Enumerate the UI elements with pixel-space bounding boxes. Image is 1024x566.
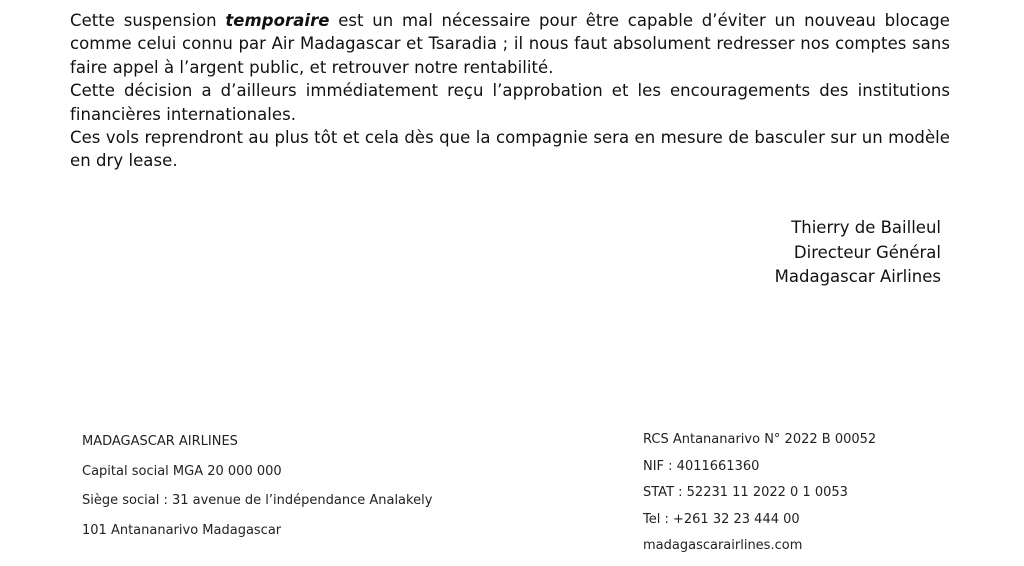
signatory-title: Directeur Général [793,242,941,262]
footer-website: madagascarairlines.com [643,538,803,554]
footer-city: 101 Antananarivo Madagascar [82,522,282,538]
footer-registration-info [643,430,876,563]
footer-company-info [82,432,432,550]
emphasis-temporaire: temporaire [225,11,330,30]
footer-head-office: Siège social : 31 avenue de l’indépendance Analakely [82,493,433,509]
paragraph-suspension [70,9,950,79]
signatory-name: Thierry de Bailleul [791,218,941,237]
paragraph-suspension-rest: est un mal nécessaire pour être capable d’éviter un nouveau blocage comme celui connu par Air Madagascar et Tsaradia ; il nous faut absolument redresser nos comptes sans faire appel à l’argent public, et retrouver notre rentabilité. [70,11,950,77]
signatory-company: Madagascar Airlines [774,267,941,286]
paragraph-resumption: Ces vols reprendront au plus tôt et cela dès que la compagnie sera en mesure de basculer sur un modèle en dry lease. [70,128,950,171]
paragraph-approval: Cette décision a d’ailleurs immédiatement reçu l’approbation et les encouragements des institutions financières internationales. [70,81,950,124]
footer-share-capital: Capital social MGA 20 000 000 [82,463,282,479]
footer-nif: NIF : 4011661360 [643,458,760,474]
footer-phone: Tel : +261 32 23 444 00 [643,511,800,527]
letter-body [70,9,950,173]
footer-stat: STAT : 52231 11 2022 0 1 0053 [643,485,848,501]
footer-rcs: RCS Antananarivo N° 2022 B 00052 [643,432,877,447]
footer-company-name: MADAGASCAR AIRLINES [82,434,238,449]
signature-block [775,216,941,290]
paragraph-suspension-start: Cette suspension [70,11,226,30]
